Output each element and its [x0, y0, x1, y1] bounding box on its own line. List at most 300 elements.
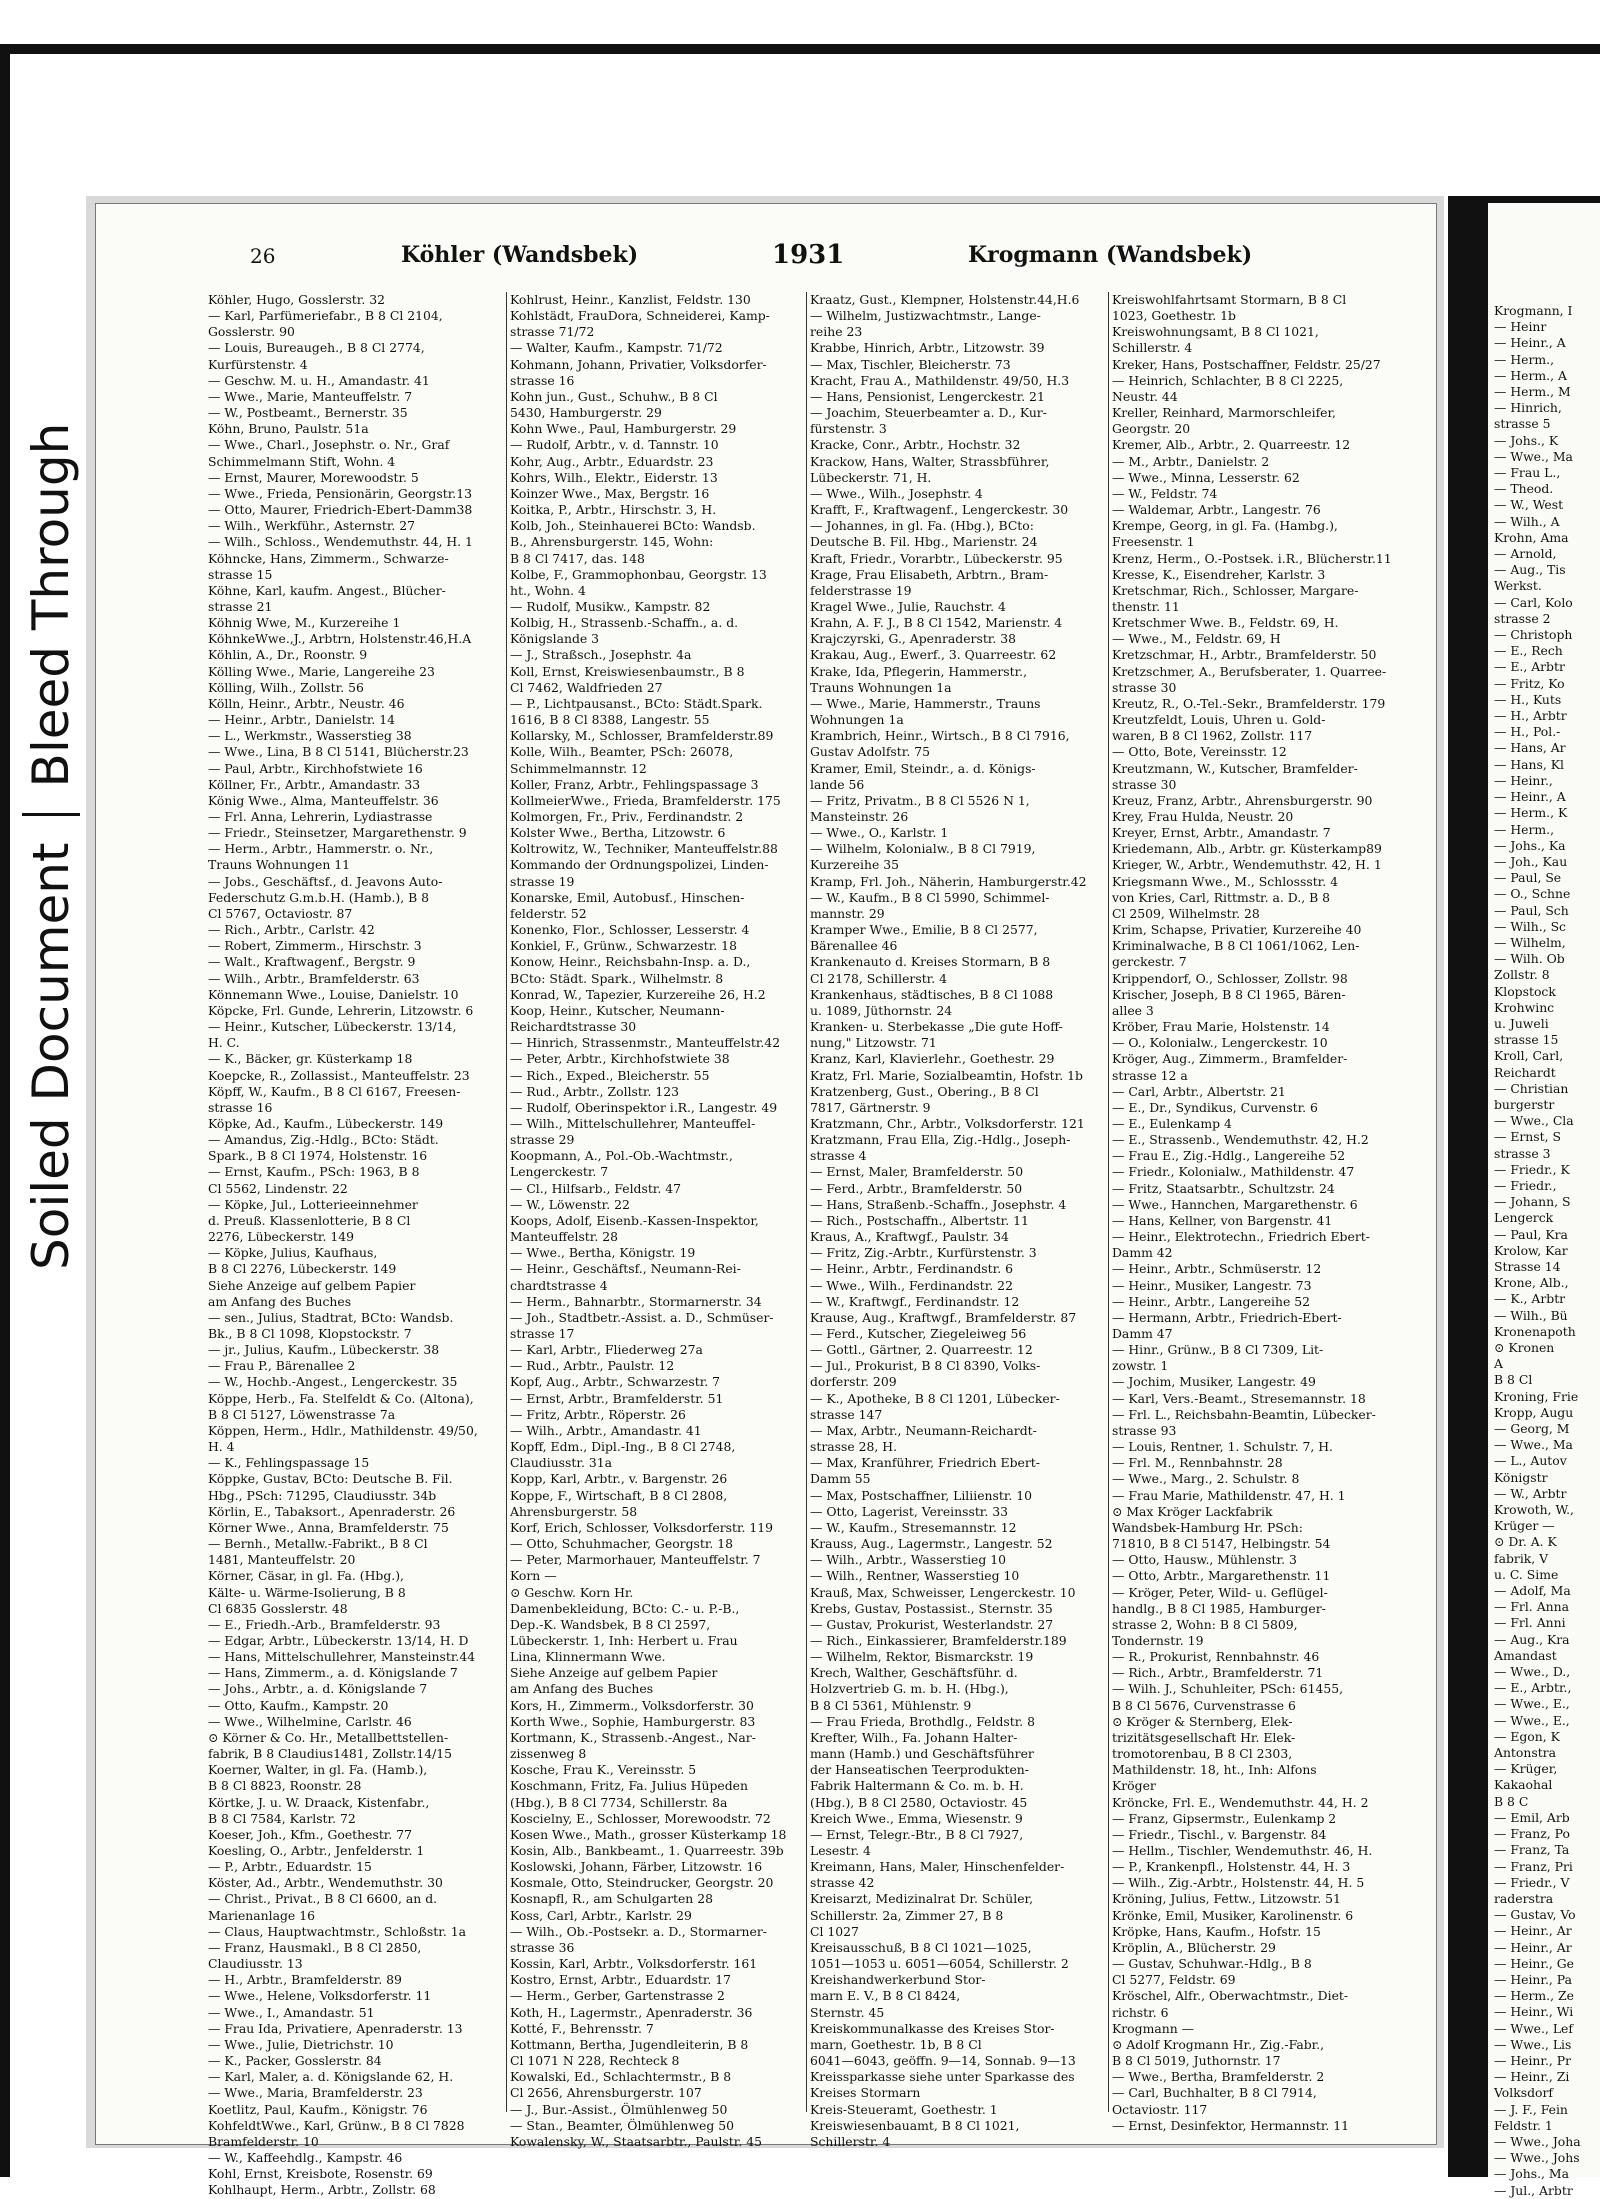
directory-line: — W., Kaufm., Stresemannstr. 12	[810, 1519, 1017, 1535]
directory-line: Krauß, Max, Schweisser, Lengerckestr. 10	[810, 1584, 1076, 1600]
directory-line: — Rich., Arbtr., Bramfelderstr. 71	[1112, 1665, 1324, 1681]
directory-line: — Rud., Arbtr., Paulstr. 12	[510, 1358, 675, 1374]
directory-line: Koll, Ernst, Kreiswiesenbaumstr., B 8	[510, 663, 745, 679]
directory-line: BCto: Städt. Spark., Wilhelmstr. 8	[510, 970, 724, 986]
directory-line: Cl 5562, Lindenstr. 22	[208, 1180, 348, 1196]
directory-line: — W., Kaffeehdlg., Kampstr. 46	[208, 2149, 403, 2165]
directory-line: Kopff, Edm., Dipl.-Ing., B 8 Cl 2748,	[510, 1439, 736, 1455]
adjacent-page-line: Strasse 14	[1494, 1258, 1561, 1274]
directory-line: Krogmann —	[1112, 2020, 1194, 2036]
directory-line: Köhler, Hugo, Gosslerstr. 32	[208, 292, 385, 307]
directory-line: B 8 Cl 5019, Juthornstr. 17	[1112, 2053, 1281, 2069]
directory-line: — K., Packer, Gosslerstr. 84	[208, 2053, 382, 2069]
directory-line: — Wwe., Marg., 2. Schulstr. 8	[1112, 1471, 1300, 1487]
directory-line: am Anfang des Buches	[208, 1293, 352, 1309]
directory-line: Kolbe, F., Grammophonbau, Georgstr. 13	[510, 566, 767, 582]
directory-line: Koerner, Walter, in gl. Fa. (Hamb.),	[208, 1762, 428, 1778]
adjacent-page-line: — Wilh., Bü	[1494, 1307, 1568, 1323]
directory-line: — Heinr., Musiker, Langestr. 73	[1112, 1277, 1312, 1293]
directory-line: Kowalski, Ed., Schlachtermstr., B 8	[510, 2069, 732, 2085]
directory-line: fabrik, B 8 Claudius1481, Zollstr.14/15	[208, 1746, 453, 1762]
directory-line: — Frau Frieda, Brothdlg., Feldstr. 8	[810, 1713, 1036, 1729]
directory-line: strasse 19	[510, 873, 575, 889]
directory-line: 1051—1053 u. 6051—6054, Schillerstr. 2	[810, 1956, 1069, 1972]
directory-line: Kreuz, Franz, Arbtr., Ahrensburgerstr. 90	[1112, 792, 1373, 808]
directory-line: Köhne, Karl, kaufm. Angest., Blücher-	[208, 582, 446, 598]
directory-line: Kreishandwerkerbund Stor-	[810, 1972, 986, 1988]
directory-line: d. Preuß. Klassenlotterie, B 8 Cl	[208, 1212, 411, 1228]
directory-line: Reichardtstrasse 30	[510, 1019, 637, 1035]
scan-sidebar-label	[18, 90, 84, 1270]
adjacent-page-line: — Heinr., Ge	[1494, 1955, 1575, 1971]
directory-line: Schimmelmannstr. 12	[510, 760, 647, 776]
directory-line: Konkiel, F., Grünw., Schwarzestr. 18	[510, 938, 737, 954]
directory-line: — Frau E., Zig.-Hdlg., Langereihe 52	[1112, 1148, 1346, 1164]
directory-line: Kranken- u. Sterbekasse „Die gute Hoff-	[810, 1019, 1063, 1035]
directory-line: — Rud., Arbtr., Zollstr. 123	[510, 1083, 679, 1099]
column-rule	[1108, 292, 1109, 2112]
directory-line: B 8 Cl 5361, Mühlenstr. 9	[810, 1697, 972, 1713]
adjacent-page-line: — K., Arbtr	[1494, 1291, 1566, 1307]
directory-line: Cl 1071 N 228, Rechteck 8	[510, 2053, 680, 2069]
directory-line: Kriegsmann Wwe., M., Schlossstr. 4	[1112, 873, 1339, 889]
directory-line: Koitka, P., Arbtr., Hirschstr. 3, H.	[510, 502, 717, 518]
directory-line: — Gustav, Schuhwar.-Hdlg., B 8	[1112, 1956, 1312, 1972]
directory-line: Körner, Cäsar, in gl. Fa. (Hbg.),	[208, 1568, 404, 1584]
directory-line: Siehe Anzeige auf gelbem Papier	[208, 1277, 416, 1293]
directory-line: Köhn, Bruno, Paulstr. 51a	[208, 421, 369, 437]
directory-line: nung," Litzowstr. 71	[810, 1035, 937, 1051]
adjacent-page-line: — Theod.	[1494, 481, 1554, 497]
directory-line: Krippendorf, O., Schlosser, Zollstr. 98	[1112, 970, 1348, 986]
directory-line: Kremer, Alb., Arbtr., 2. Quarreestr. 12	[1112, 437, 1351, 453]
adjacent-page-line: Amandast	[1494, 1647, 1557, 1663]
directory-line: mannstr. 29	[810, 905, 885, 921]
directory-line: — L., Werkmstr., Wasserstieg 38	[208, 728, 412, 744]
adjacent-page-line: — Georg, M	[1494, 1421, 1570, 1437]
directory-line: Kramp, Frl. Joh., Näherin, Hamburgerstr.42	[810, 873, 1087, 889]
directory-line: — Friedr., Steinsetzer, Margarethenstr. 9	[208, 825, 467, 841]
directory-line: 71810, B 8 Cl 5147, Helbingstr. 54	[1112, 1536, 1331, 1552]
directory-column-2	[510, 292, 802, 2149]
directory-line: Kosche, Frau K., Vereinsstr. 5	[510, 1762, 697, 1778]
directory-line: Georgstr. 20	[1112, 421, 1191, 437]
directory-line: Cl 2656, Ahrensburgerstr. 107	[510, 2085, 702, 2101]
adjacent-page-line: burgerstr	[1494, 1096, 1555, 1112]
directory-line: — Wilh., Arbtr., Bramfelderstr. 63	[208, 970, 420, 986]
scan-frame-top-edge	[0, 44, 1600, 54]
directory-line: strasse 36	[510, 1939, 575, 1955]
directory-line: Kors, H., Zimmerm., Volksdorferstr. 30	[510, 1697, 754, 1713]
adjacent-page-line: — Aug., Kra	[1494, 1631, 1570, 1647]
adjacent-page-line: — Friedr., V	[1494, 1874, 1570, 1890]
directory-line: Damm 42	[1112, 1245, 1173, 1261]
directory-line: — Heinr., Arbtr., Langereihe 52	[1112, 1293, 1311, 1309]
directory-line: — jr., Julius, Kaufm., Lübeckerstr. 38	[208, 1342, 440, 1358]
directory-line: Köhlin, A., Dr., Roonstr. 9	[208, 647, 368, 663]
directory-line: strasse 15	[208, 566, 273, 582]
directory-line: Hbg., PSch: 71295, Claudiusstr. 34b	[208, 1487, 437, 1503]
directory-line: Lübeckerstr. 1, Inh: Herbert u. Frau	[510, 1632, 738, 1648]
directory-line: — sen., Julius, Stadtrat, BCto: Wandsb.	[208, 1309, 454, 1325]
directory-line: Krambrich, Heinr., Wirtsch., B 8 Cl 7916,	[810, 728, 1070, 744]
directory-line: — Wwe., Marie, Manteuffelstr. 7	[208, 388, 413, 404]
directory-line: von Kries, Carl, Rittmstr. a. D., B 8	[1112, 889, 1330, 905]
adjacent-page-line: — Wwe., E.,	[1494, 1696, 1570, 1712]
directory-line: — Wwe., Wilhelmine, Carlstr. 46	[208, 1713, 412, 1729]
adjacent-page-line: — Wwe., Ma	[1494, 1437, 1573, 1453]
directory-line: Kolbig, H., Strassenb.-Schaffn., a. d.	[510, 615, 739, 631]
directory-line: B 8 Cl 8823, Roonstr. 28	[208, 1778, 362, 1794]
directory-line: — E., Eulenkamp 4	[1112, 1115, 1232, 1131]
directory-line: — Wilh., Schloss., Wendemuthstr. 44, H. 1	[208, 534, 473, 550]
adjacent-page-line: Werkst.	[1494, 578, 1542, 594]
adjacent-page-line: — Herm.,	[1494, 351, 1555, 367]
directory-line: Koschmann, Fritz, Fa. Julius Hüpeden	[510, 1778, 748, 1794]
directory-line: (Hbg.), B 8 Cl 2580, Octaviostr. 45	[810, 1794, 1028, 1810]
adjacent-page-line: B 8 Cl	[1494, 1372, 1533, 1388]
adjacent-page-line: — Jul., Arbtr	[1494, 2182, 1573, 2198]
directory-line: strasse 4	[810, 1148, 867, 1164]
directory-line: Kottmann, Bertha, Jugendleiterin, B 8	[510, 2036, 749, 2052]
directory-line: Köppke, Gustav, BCto: Deutsche B. Fil.	[208, 1471, 453, 1487]
adjacent-page-line: — Heinr.,	[1494, 772, 1553, 788]
directory-line: — Wwe., Hannchen, Margarethenstr. 6	[1112, 1196, 1358, 1212]
directory-line: Köhnig Wwe, M., Kurzereihe 1	[208, 615, 401, 631]
directory-line: Konarske, Emil, Autobusf., Hinschen-	[510, 889, 745, 905]
directory-line: — W., Postbeamt., Bernerstr. 35	[208, 405, 408, 421]
directory-line: — Wwe., Bertha, Bramfelderstr. 2	[1112, 2069, 1325, 2085]
directory-line: — Ernst, Desinfektor, Hermannstr. 11	[1112, 2117, 1350, 2133]
directory-page	[95, 203, 1437, 2198]
directory-line: Koetlitz, Paul, Kaufm., Königstr. 76	[208, 2101, 428, 2117]
directory-line: — Wwe., Wilh., Ferdinandstr. 22	[810, 1277, 1013, 1293]
adjacent-page-line: — Heinr., Zi	[1494, 2069, 1570, 2085]
directory-line: B 8 Cl 7584, Karlstr. 72	[208, 1810, 356, 1826]
directory-line: — Wilh., Arbtr., Wasserstieg 10	[810, 1552, 1007, 1568]
directory-line: Marienanlage 16	[208, 1907, 315, 1923]
adjacent-page-line: Antonstra	[1494, 1745, 1556, 1761]
adjacent-page-line: — Wwe., Lef	[1494, 2020, 1573, 2036]
directory-line: zissenweg 8	[510, 1746, 587, 1762]
directory-line: — W., Kraftwgf., Ferdinandstr. 12	[810, 1293, 1020, 1309]
directory-line: — Kröger, Peter, Wild- u. Geflügel-	[1112, 1584, 1328, 1600]
directory-line: Sternstr. 45	[810, 2004, 885, 2020]
directory-line: — Fritz, Zig.-Arbtr., Kurfürstenstr. 3	[810, 1245, 1037, 1261]
directory-line: Octaviostr. 117	[1112, 2101, 1208, 2117]
directory-line: Korf, Erich, Schlosser, Volksdorferstr. 119	[510, 1519, 774, 1535]
directory-line: — Gottl., Gärtner, 2. Quarreestr. 12	[810, 1342, 1033, 1358]
adjacent-page-line: — Herm., Ze	[1494, 1988, 1574, 2004]
directory-line: — Max, Arbtr., Neumann-Reichardt-	[810, 1422, 1037, 1438]
scan-frame-left-edge	[0, 44, 10, 2177]
directory-line: Kragel Wwe., Julie, Rauchstr. 4	[810, 598, 1006, 614]
directory-line: Krake, Ida, Pflegerin, Hammerstr.,	[810, 663, 1028, 679]
directory-line: richstr. 6	[1112, 2004, 1169, 2020]
directory-line: felderstrasse 19	[810, 582, 912, 598]
directory-line: Kreiskommunalkasse des Kreises Stor-	[810, 2020, 1055, 2036]
adjacent-page-line: Kakaohal	[1494, 1777, 1553, 1793]
directory-line: chardtstrasse 4	[510, 1277, 608, 1293]
adjacent-page-line: — Krüger,	[1494, 1761, 1558, 1777]
directory-line: — Hinrich, Strassenmstr., Manteuffelstr.42	[510, 1035, 781, 1051]
directory-line: — Jobs., Geschäftsf., d. Jeavons Auto-	[208, 873, 443, 889]
adjacent-page-line: — Heinr., A	[1494, 335, 1566, 351]
page-header	[96, 238, 1436, 278]
directory-line: Krönke, Emil, Musiker, Karolinenstr. 6	[1112, 1907, 1354, 1923]
directory-line: — Ernst, Kaufm., PSch: 1963, B 8	[208, 1164, 420, 1180]
directory-line: — P., Arbtr., Eduardstr. 15	[208, 1859, 372, 1875]
directory-line: Kretzschmer, A., Berufsberater, 1. Quarree-	[1112, 663, 1387, 679]
directory-line: Kratzmann, Chr., Arbtr., Volksdorferstr. 121	[810, 1115, 1085, 1131]
directory-line: Kratz, Frl. Marie, Sozialbeamtin, Hofstr. 1b	[810, 1067, 1083, 1083]
adjacent-page-line: — L., Autov	[1494, 1453, 1567, 1469]
adjacent-page	[1488, 203, 1600, 2198]
directory-line: Kommando der Ordnungspolizei, Linden-	[510, 857, 769, 873]
directory-line: — Fritz, Arbtr., Röperstr. 26	[510, 1406, 686, 1422]
directory-line: 7817, Gärtnerstr. 9	[810, 1099, 931, 1115]
directory-line: — Wilh., Rentner, Wasserstieg 10	[810, 1568, 1020, 1584]
adjacent-page-line: — Wilh., A	[1494, 513, 1560, 529]
directory-line: — Heinr., Arbtr., Ferdinandstr. 6	[810, 1261, 1013, 1277]
directory-line: Kreisarzt, Medizinalrat Dr. Schüler,	[810, 1891, 1034, 1907]
directory-line: Kretzschmar, H., Arbtr., Bramfelderstr. 50	[1112, 647, 1377, 663]
adjacent-page-line: — H., Kuts	[1494, 691, 1562, 707]
directory-line: Krankenauto d. Kreises Stormarn, B 8	[810, 954, 1051, 970]
directory-line: Kurfürstenstr. 4	[208, 356, 308, 372]
directory-line: Kreissparkasse siehe unter Sparkasse des	[810, 2069, 1075, 2085]
directory-line: Mathildenstr. 18, ht., Inh: Alfons	[1112, 1762, 1317, 1778]
directory-line: am Anfang des Buches	[510, 1681, 654, 1697]
directory-line: strasse 21	[208, 598, 273, 614]
directory-line: — Otto, Bote, Vereinsstr. 12	[1112, 744, 1287, 760]
directory-line: — Friedr., Tischl., v. Bargenstr. 84	[1112, 1826, 1327, 1842]
directory-line: Krabbe, Hinrich, Arbtr., Litzowstr. 39	[810, 340, 1045, 356]
directory-line: Kosen Wwe., Math., grosser Küsterkamp 18	[510, 1826, 787, 1842]
directory-line: — Wwe., Minna, Lesserstr. 62	[1112, 469, 1300, 485]
adjacent-page-line: Krohn, Ama	[1494, 529, 1569, 545]
directory-line: Kolster Wwe., Bertha, Litzowstr. 6	[510, 825, 726, 841]
directory-line: — Christ., Privat., B 8 Cl 6600, an d.	[208, 1891, 438, 1907]
directory-line: — Wwe., I., Amandastr. 51	[208, 2004, 375, 2020]
directory-line: — Ferd., Arbtr., Bramfelderstr. 50	[810, 1180, 1023, 1196]
adjacent-page-line: Volksdorf	[1494, 2085, 1553, 2101]
adjacent-page-line: ⊙ Dr. A. K	[1494, 1534, 1557, 1550]
adjacent-page-line: A	[1494, 1356, 1503, 1372]
adjacent-page-line: — Hans, Ar	[1494, 740, 1566, 756]
directory-line: H. 4	[208, 1439, 235, 1455]
directory-line: — Hans, Mittelschullehrer, Mansteinstr.44	[208, 1649, 476, 1665]
directory-line: Kostro, Ernst, Arbtr., Eduardstr. 17	[510, 1972, 732, 1988]
directory-line: — Geschw. M. u. H., Amandastr. 41	[208, 372, 430, 388]
directory-line: (Hbg.), B 8 Cl 7734, Schillerstr. 8a	[510, 1794, 728, 1810]
directory-line: Bk., B 8 Cl 1098, Klopstockstr. 7	[208, 1326, 412, 1341]
directory-line: — Wwe., Helene, Volksdorferstr. 11	[208, 1988, 432, 2004]
directory-line: Krage, Frau Elisabeth, Arbtrn., Bram-	[810, 566, 1049, 582]
directory-line: Cl 5277, Feldstr. 69	[1112, 1972, 1236, 1988]
directory-line: Kröber, Frau Marie, Holstenstr. 14	[1112, 1019, 1330, 1035]
adjacent-page-line: — Wwe., Ma	[1494, 448, 1573, 464]
directory-line: — K., Bäcker, gr. Küsterkamp 18	[208, 1051, 413, 1067]
directory-line: Kreyer, Ernst, Arbtr., Amandastr. 7	[1112, 825, 1331, 841]
directory-line: Kreker, Hans, Postschaffner, Feldstr. 25/27	[1112, 356, 1381, 372]
directory-line: Bärenallee 46	[810, 938, 898, 954]
directory-line: ⊙ Geschw. Korn Hr.	[510, 1584, 634, 1600]
directory-line: — Rudolf, Arbtr., v. d. Tannstr. 10	[510, 437, 719, 453]
adjacent-page-line: u. C. Sime	[1494, 1566, 1559, 1582]
directory-line: Kohrs, Wilh., Elektr., Eiderstr. 13	[510, 469, 718, 485]
directory-line: Körlin, E., Tabaksort., Apenraderstr. 26	[208, 1503, 456, 1519]
directory-line: Kolle, Wilh., Beamter, PSch: 26078,	[510, 744, 734, 760]
directory-line: Kreises Stormarn	[810, 2085, 921, 2101]
adjacent-page-line: fabrik, V	[1494, 1550, 1549, 1566]
directory-line: — Köpke, Jul., Lotterieeinnehmer	[208, 1196, 418, 1212]
adjacent-page-line: — Aug., Tis	[1494, 562, 1566, 578]
directory-line: — Walter, Kaufm., Kampstr. 71/72	[510, 340, 723, 356]
directory-line: Köllner, Fr., Arbtr., Amandastr. 33	[208, 776, 421, 792]
directory-line: Krauss, Aug., Lagermstr., Langestr. 52	[810, 1536, 1053, 1552]
adjacent-page-line: — Wwe., D.,	[1494, 1664, 1571, 1680]
directory-line: — Wwe., Bertha, Königstr. 19	[510, 1245, 696, 1261]
directory-line: thenstr. 11	[1112, 598, 1180, 614]
directory-line: Kossin, Karl, Arbtr., Volksdorferstr. 161	[510, 1956, 758, 1972]
directory-line: — Paul, Arbtr., Kirchhofstwiete 16	[208, 760, 423, 776]
directory-line: Krim, Schapse, Privatier, Kurzereihe 40	[1112, 922, 1362, 938]
directory-line: — Hellm., Tischler, Wendemuthstr. 46, H.	[1112, 1843, 1373, 1858]
directory-line: Kröpke, Hans, Kaufm., Hofstr. 15	[1112, 1923, 1321, 1939]
directory-line: Krause, Aug., Kraftwgf., Bramfelderstr. 87	[810, 1309, 1077, 1325]
label-divider	[22, 813, 80, 816]
directory-line: Koscielny, E., Schlosser, Morewoodstr. 72	[510, 1810, 771, 1826]
directory-line: — Hans, Straßenb.-Schaffn., Josephstr. 4	[810, 1196, 1067, 1212]
directory-line: strasse 2, Wohn: B 8 Cl 5809,	[1112, 1616, 1298, 1632]
adjacent-page-line: Krone, Alb.,	[1494, 1275, 1569, 1291]
directory-line: — Waldemar, Arbtr., Langestr. 76	[1112, 502, 1321, 518]
directory-line: dorferstr. 209	[810, 1374, 897, 1390]
directory-line: — K., Apotheke, B 8 Cl 1201, Lübecker-	[810, 1390, 1060, 1406]
directory-line: — Friedr., Kolonialw., Mathildenstr. 47	[1112, 1164, 1355, 1180]
directory-line: marn E. V., B 8 Cl 8424,	[810, 1988, 961, 2004]
directory-line: Koppe, F., Wirtschaft, B 8 Cl 2808,	[510, 1487, 728, 1503]
directory-line: — Frau P., Bärenallee 2	[208, 1358, 356, 1374]
directory-line: Krakau, Aug., Ewerf., 3. Quarreestr. 62	[810, 647, 1057, 663]
directory-line: lande 56	[810, 776, 865, 792]
directory-line: Kosnapfl, R., am Schulgarten 28	[510, 1891, 713, 1907]
directory-line: Dep.-K. Wandsbek, B 8 Cl 2597,	[510, 1616, 711, 1632]
directory-line: — Jochim, Musiker, Langestr. 49	[1112, 1374, 1316, 1390]
directory-line: Cl 7462, Waldfrieden 27	[510, 679, 663, 695]
directory-line: Damm 55	[810, 1471, 871, 1487]
directory-line: Holzvertrieb G. m. b. H. (Hbg.),	[810, 1681, 1009, 1697]
directory-line: Kohn jun., Gust., Schuhw., B 8 Cl	[510, 388, 718, 404]
adjacent-page-line: — Herm., A	[1494, 367, 1567, 383]
directory-line: — P., Lichtpausanst., BCto: Städt.Spark.	[510, 695, 763, 711]
page-number: 26	[250, 244, 276, 268]
directory-line: strasse 93	[1112, 1422, 1177, 1438]
directory-line: — Carl, Arbtr., Albertstr. 21	[1112, 1083, 1286, 1099]
directory-line: der Hanseatischen Teerprodukten-	[810, 1762, 1029, 1778]
directory-line: B 8 Cl 5676, Curvenstrasse 6	[1112, 1697, 1296, 1713]
directory-line: — Wwe., Lina, B 8 Cl 5141, Blücherstr.23	[208, 744, 469, 760]
adjacent-page-line: u. Juweli	[1494, 1015, 1549, 1031]
directory-line: Krefter, Wilh., Fa. Johann Halter-	[810, 1729, 1018, 1745]
directory-line: Kreis-Steueramt, Goethestr. 1	[810, 2101, 998, 2117]
directory-line: u. 1089, Jüthornstr. 24	[810, 1002, 953, 1018]
adjacent-page-line: Zollstr. 8	[1494, 967, 1550, 983]
directory-line: — Ferd., Kutscher, Ziegeleiweg 56	[810, 1326, 1027, 1341]
adjacent-page-line: — Johs., K	[1494, 432, 1559, 448]
directory-line: Krafft, F., Kraftwagenf., Lengerckestr. 30	[810, 502, 1069, 518]
adjacent-page-line: Krüger —	[1494, 1518, 1555, 1534]
directory-line: — Amandus, Zig.-Hdlg., BCto: Städt.	[208, 1132, 439, 1148]
directory-line: — Johs., Arbtr., a. d. Königslande 7	[208, 1681, 428, 1697]
directory-line: — Franz, Hausmakl., B 8 Cl 2850,	[208, 1939, 422, 1955]
directory-line: Ahrensburgerstr. 58	[510, 1503, 638, 1519]
directory-line: — Hinr., Grünw., B 8 Cl 7309, Lit-	[1112, 1342, 1324, 1358]
directory-line: Korn —	[510, 1568, 557, 1584]
directory-line: Koop, Heinr., Kutscher, Neumann-	[510, 1002, 725, 1018]
directory-line: — Wwe., Charl., Josephstr. o. Nr., Graf	[208, 437, 450, 453]
directory-line: — M., Arbtr., Danielstr. 2	[1112, 453, 1270, 469]
adjacent-page-line: — Egon, K	[1494, 1728, 1560, 1744]
directory-line: Kriminalwache, B 8 Cl 1061/1062, Len-	[1112, 938, 1360, 954]
directory-line: Cl 1027	[810, 1923, 859, 1939]
column-rule	[806, 292, 807, 2112]
directory-line: — Louis, Bureaugeh., B 8 Cl 2774,	[208, 340, 425, 356]
directory-line: 1616, B 8 Cl 8388, Langestr. 55	[510, 712, 710, 728]
adjacent-page-line: — Fritz, Ko	[1494, 675, 1565, 691]
directory-line: Lina, Klinnermann Wwe.	[510, 1649, 666, 1665]
directory-line: — K., Fehlingspassage 15	[208, 1455, 370, 1471]
directory-line: Spark., B 8 Cl 1974, Holstenstr. 16	[208, 1148, 428, 1164]
directory-line: Köpcke, Frl. Gunde, Lehrerin, Litzowstr. 6	[208, 1002, 474, 1018]
directory-line: — W., Kaufm., B 8 Cl 5990, Schimmel-	[810, 889, 1050, 905]
directory-line: — Heinr., Elektrotechn., Friedrich Ebert-	[1112, 1229, 1370, 1245]
adjacent-page-line: — Franz, Pri	[1494, 1858, 1573, 1874]
adjacent-page-line: — Hinrich,	[1494, 400, 1562, 416]
adjacent-page-line: — Frl. Anni	[1494, 1615, 1566, 1631]
directory-line: — Gustav, Prokurist, Westerlandstr. 27	[810, 1616, 1054, 1632]
directory-line: Koesling, O., Arbtr., Jenfelderstr. 1	[208, 1843, 425, 1858]
directory-line: Kotté, F., Behrensstr. 7	[510, 2020, 654, 2036]
directory-line: Kurzereihe 35	[810, 857, 899, 873]
adjacent-page-line: strasse 3	[1494, 1145, 1551, 1161]
directory-line: — Rudolf, Musikw., Kampstr. 82	[510, 598, 711, 614]
adjacent-page-line: — Heinr., Wi	[1494, 2004, 1574, 2020]
adjacent-page-line: strasse 2	[1494, 610, 1551, 626]
column-rule	[506, 292, 507, 2112]
directory-line: Manteuffelstr. 28	[510, 1229, 618, 1245]
directory-line: — P., Krankenpfl., Holstenstr. 44, H. 3	[1112, 1859, 1351, 1875]
directory-line: — Rich., Postschaffn., Albertstr. 11	[810, 1212, 1029, 1228]
adjacent-page-line: — Heinr., Ar	[1494, 1939, 1572, 1955]
directory-line: — Wilh., Arbtr., Amandastr. 41	[510, 1422, 702, 1438]
directory-line: allee 3	[1112, 1002, 1154, 1018]
directory-line: tromotorenbau, B 8 Cl 2303,	[1112, 1746, 1293, 1762]
directory-line: — J., Bur.-Assist., Ölmühlenweg 50	[510, 2101, 728, 2117]
adjacent-page-line: — Frau L.,	[1494, 465, 1561, 481]
directory-line: Kölling, Wilh., Zollstr. 56	[208, 679, 364, 695]
adjacent-page-line: raderstra	[1494, 1890, 1554, 1906]
directory-line: Kreich Wwe., Emma, Wiesenstr. 9	[810, 1810, 1023, 1826]
directory-line: Kölln, Heinr., Arbtr., Neustr. 46	[208, 695, 405, 711]
directory-line: strasse 17	[510, 1326, 575, 1341]
directory-line: — Claus, Hauptwachtmstr., Schloßstr. 1a	[208, 1923, 466, 1939]
directory-line: Lengerckestr. 7	[510, 1164, 609, 1180]
directory-line: — Johannes, in gl. Fa. (Hbg.), BCto:	[810, 518, 1034, 534]
directory-line: Kälte- u. Wärme-Isolierung, B 8	[208, 1584, 406, 1600]
directory-line: Kreutzfeldt, Louis, Uhren u. Gold-	[1112, 712, 1326, 728]
